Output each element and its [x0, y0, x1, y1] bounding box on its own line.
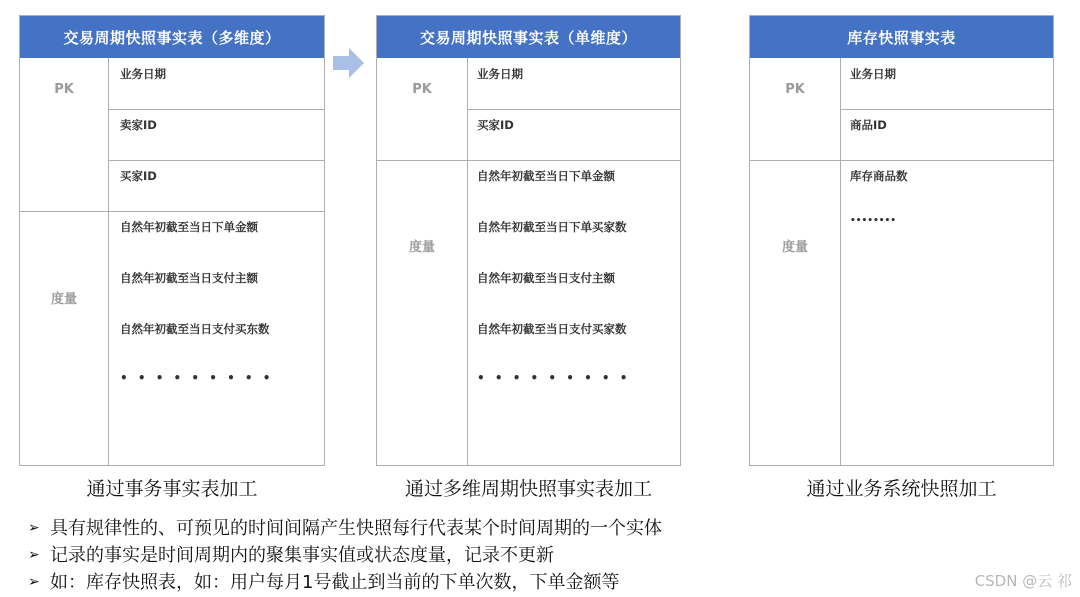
measure-field: 自然年初截至当日下单金额 — [477, 169, 615, 183]
table-multi-dimension — [19, 15, 325, 466]
bullet-item — [28, 569, 662, 596]
bullet-text: 记录的事实是时间周期内的聚集事实值或状态度量，记录不更新 — [50, 545, 554, 566]
measure-field: 库存商品数 — [850, 169, 908, 183]
measure-label: 度量 — [781, 240, 808, 255]
watermark: CSDN @云 祁 — [974, 572, 1072, 590]
pk-label: PK — [412, 82, 432, 97]
right-arrow-icon — [333, 48, 365, 78]
bullet-item — [28, 542, 662, 569]
pk-label: PK — [785, 82, 805, 97]
measure-field: 自然年初截至当日支付买家数 — [477, 322, 627, 336]
pk-field: 卖家ID — [120, 118, 157, 132]
ellipsis: • • • • • • • • • — [120, 371, 274, 385]
caption-table-1: 通过事务事实表加工 — [86, 478, 258, 500]
pk-label: PK — [54, 82, 74, 97]
pk-field: 业务日期 — [120, 67, 166, 81]
bullet-item — [28, 515, 662, 542]
measure-field: 自然年初截至当日支付买东数 — [120, 322, 270, 336]
bullet-text: 如：库存快照表，如：用户每月1号截止到当前的下单次数，下单金额等 — [50, 572, 620, 593]
pk-field: 业务日期 — [850, 67, 896, 81]
caption-table-2: 通过多维周期快照事实表加工 — [404, 478, 652, 500]
table-title: 库存快照事实表 — [750, 16, 1053, 58]
pk-field: 买家ID — [120, 169, 157, 183]
table-inventory-snapshot — [749, 15, 1054, 466]
pk-field: 业务日期 — [477, 67, 523, 81]
pk-field: 买家ID — [477, 118, 514, 132]
measure-field: 自然年初截至当日支付主额 — [477, 271, 615, 285]
pk-field: 商品ID — [850, 118, 887, 132]
measure-field: 自然年初截至当日支付主额 — [120, 271, 258, 285]
bullet-arrow-icon: ➢ — [28, 574, 40, 590]
table-title: 交易周期快照事实表（多维度） — [20, 16, 324, 58]
measure-field: 自然年初截至当日下单金额 — [120, 220, 258, 234]
table-single-dimension — [376, 15, 681, 466]
measure-label: 度量 — [408, 240, 435, 255]
measure-field: 自然年初截至当日下单买家数 — [477, 220, 627, 234]
bullet-arrow-icon: ➢ — [28, 547, 40, 563]
bullet-arrow-icon: ➢ — [28, 520, 40, 536]
table-title: 交易周期快照事实表（单维度） — [377, 16, 680, 58]
measure-label: 度量 — [50, 292, 77, 307]
ellipsis: •••••••• — [850, 216, 897, 226]
caption-table-3: 通过业务系统快照加工 — [806, 478, 997, 500]
ellipsis: • • • • • • • • • — [477, 371, 631, 385]
bullet-text: 具有规律性的、可预见的时间间隔产生快照每行代表某个时间周期的一个实体 — [50, 518, 662, 539]
bullet-list — [28, 515, 662, 596]
